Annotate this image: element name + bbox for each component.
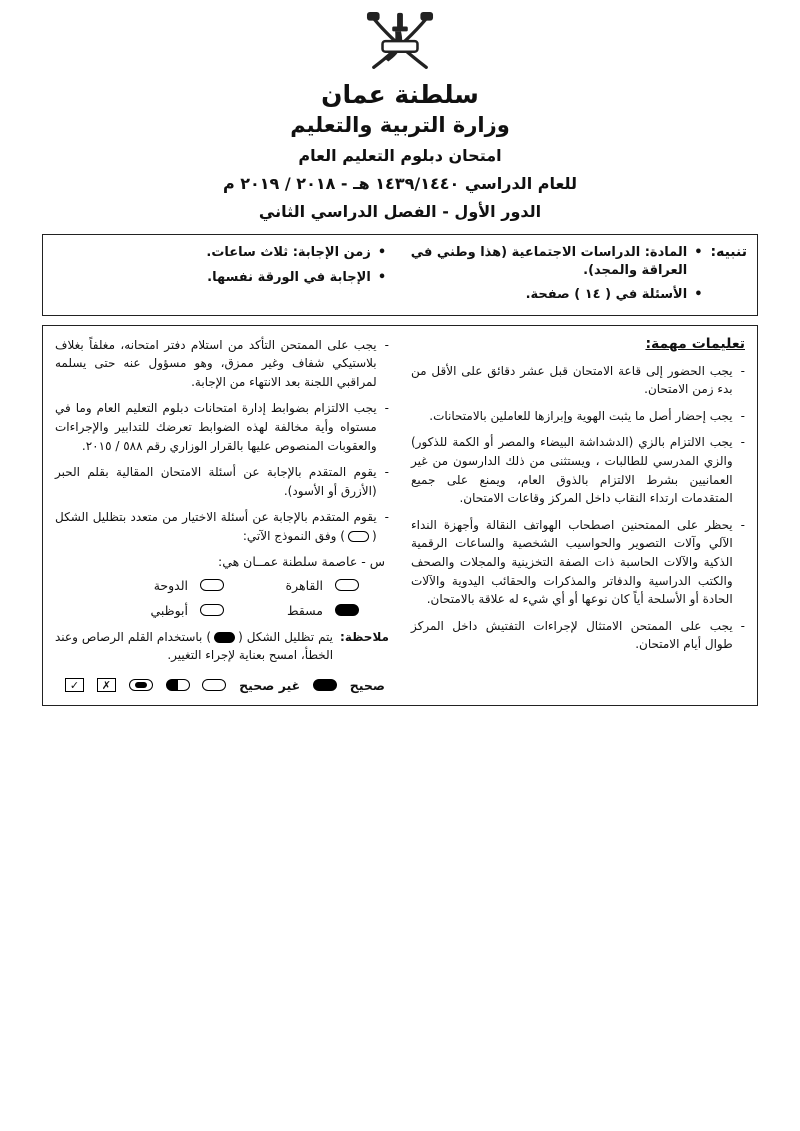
- header-emblem-area: [0, 10, 800, 78]
- notice-right-column: [386, 244, 747, 311]
- oman-emblem-icon: [357, 10, 443, 78]
- ministry-calligraphy: وزارة التربية والتعليم: [290, 113, 510, 137]
- dash-icon: -: [740, 618, 745, 633]
- empty-bubble-icon: [202, 679, 226, 691]
- bubble-legend: [55, 678, 389, 693]
- pages-count-line: • الأسئلة في ( ١٤ ) صفحة.: [525, 287, 703, 303]
- session-semester-line: الدور الأول - الفصل الدراسي الثاني: [258, 202, 542, 221]
- instruction-item: - يجب الالتزام بالزي (الدشداشة البيضاء والمصر أو الكمة للذكور) والزي المدرسي للطالبات ، ويستثنى من ذلك الدارسون من غير العمانيين بشرط الالتزام بالذوق العام، ويمنع على جميع المتقدمات ارتداء النقاب داخل المركز وقاعات الامتحان.: [411, 433, 745, 507]
- dash-icon: -: [384, 465, 389, 480]
- exam-title: امتحان دبلوم التعليم العام: [298, 146, 502, 165]
- subject-line: • المادة: الدراسات الاجتماعية (هذا وطني في العراقة والمجد).: [410, 245, 703, 278]
- instructions-right-column: [411, 336, 745, 693]
- check-mark-box-icon: ✓: [65, 678, 84, 692]
- instruction-item: - يجب الالتزام بضوابط إدارة امتحانات دبلوم التعليم العام وما في مستواه وأية مخالفة لهذه الضوابط تعرضك للتدابير والإجراءات والعقوبات المنصوص عليها بالقرار الوزاري رقم ٥٨٨ / ٢٠١٥.: [55, 399, 389, 455]
- answer-bubble-icon: [335, 579, 359, 591]
- incorrect-label: غير صحيح: [239, 677, 301, 693]
- filled-bubble-icon: [313, 679, 337, 691]
- option-cairo: القاهرة: [224, 578, 359, 593]
- x-mark-box-icon: ✗: [97, 678, 116, 692]
- notice-label: تنبيه:: [710, 244, 747, 260]
- sultanate-calligraphy: سلطنة عمان: [321, 80, 479, 109]
- dash-icon: -: [384, 337, 389, 352]
- important-instructions-heading: تعليمات مهمة:: [645, 335, 745, 352]
- option-abudhabi: أبوظبي: [89, 603, 224, 618]
- bullet-icon: •: [377, 269, 387, 285]
- dot-bubble-icon: [129, 679, 153, 691]
- empty-bubble-icon: [348, 531, 369, 542]
- answer-bubble-icon: [200, 579, 224, 591]
- example-options: [55, 578, 385, 618]
- answer-on-paper-line: • الإجابة في الورقة نفسها.: [207, 269, 387, 285]
- correct-label: صحيح: [349, 677, 385, 693]
- bullet-icon: •: [694, 245, 703, 260]
- answer-bubble-filled-icon: [335, 604, 359, 616]
- answer-time-line: • زمن الإجابة: ثلاث ساعات.: [206, 245, 387, 260]
- bullet-icon: •: [377, 245, 387, 260]
- instruction-item: - يقوم المتقدم بالإجابة عن أسئلة الامتحان المقالية بقلم الحبر (الأزرق أو الأسود).: [55, 463, 389, 500]
- dash-icon: -: [384, 510, 389, 525]
- instruction-item: - يجب على الممتحن الامتثال لإجراءات التفتيش داخل المركز طوال أيام الامتحان.: [411, 617, 745, 654]
- note-label: ملاحظة:: [340, 629, 389, 644]
- option-muscat: مسقط: [224, 603, 359, 618]
- bullet-icon: •: [694, 287, 703, 303]
- option-doha: الدوحة: [89, 578, 224, 593]
- half-filled-bubble-icon: [166, 679, 190, 691]
- dash-icon: -: [740, 363, 745, 378]
- notice-left-column: [53, 244, 386, 311]
- instruction-item: - يجب على الممتحن التأكد من استلام دفتر امتحانه، مغلفاً بغلاف بلاستيكي شفاف وغير ممزق، وهو مسؤول عنه حتى يسلمه لمراقبي اللجنة بعد الانتهاء من الإجابة.: [55, 336, 389, 392]
- dash-icon: -: [740, 435, 745, 450]
- instruction-item: - يجب إحضار أصل ما يثبت الهوية وإبرازها للعاملين بالامتحانات.: [411, 407, 745, 426]
- notice-right-items: [386, 244, 702, 311]
- instructions-left-column: [55, 336, 389, 693]
- dash-icon: -: [740, 408, 745, 423]
- answer-bubble-icon: [200, 604, 224, 616]
- dash-icon: -: [384, 401, 389, 416]
- notice-box: [42, 234, 758, 316]
- shading-note: ملاحظة: يتم تظليل الشكل () باستخدام القلم الرصاص وعند الخطأ، امسح بعناية لإجراء التغيير.: [55, 628, 389, 665]
- instruction-item: - يجب الحضور إلى قاعة الامتحان قبل عشر دقائق على الأقل من بدء زمن الامتحان.: [411, 362, 745, 399]
- instruction-item: - يحظر على الممتحنين اصطحاب الهواتف النقالة وأجهزة النداء الآلي وآلات التصوير والحواسيب الشخصية والساعات الرقمية الذكية والآلات الحاسبة ذات الصفة التخزينية والمجلات والصحف والكتب الدراسية والدفاتر والمذكرات والحقائب اليدوية والآلات الحادة أو الأسلحة أياً كان نوعها أو أي شيء له علاقة بالامتحان.: [411, 516, 745, 609]
- filled-bubble-icon: [214, 632, 235, 643]
- example-question: س - عاصمة سلطنة عمــان هي:: [217, 553, 385, 569]
- academic-year-line: للعام الدراسي ١٤٣٩/١٤٤٠ هـ - ٢٠١٨ / ٢٠١٩ م: [222, 174, 578, 193]
- mcq-instruction-item: - يقوم المتقدم بالإجابة عن أسئلة الاختيار من متعدد بتظليل الشكل () وفق النموذج الآتي:: [55, 508, 389, 545]
- mcq-example: [55, 554, 385, 618]
- instructions-box: [42, 325, 758, 706]
- dash-icon: -: [740, 517, 745, 532]
